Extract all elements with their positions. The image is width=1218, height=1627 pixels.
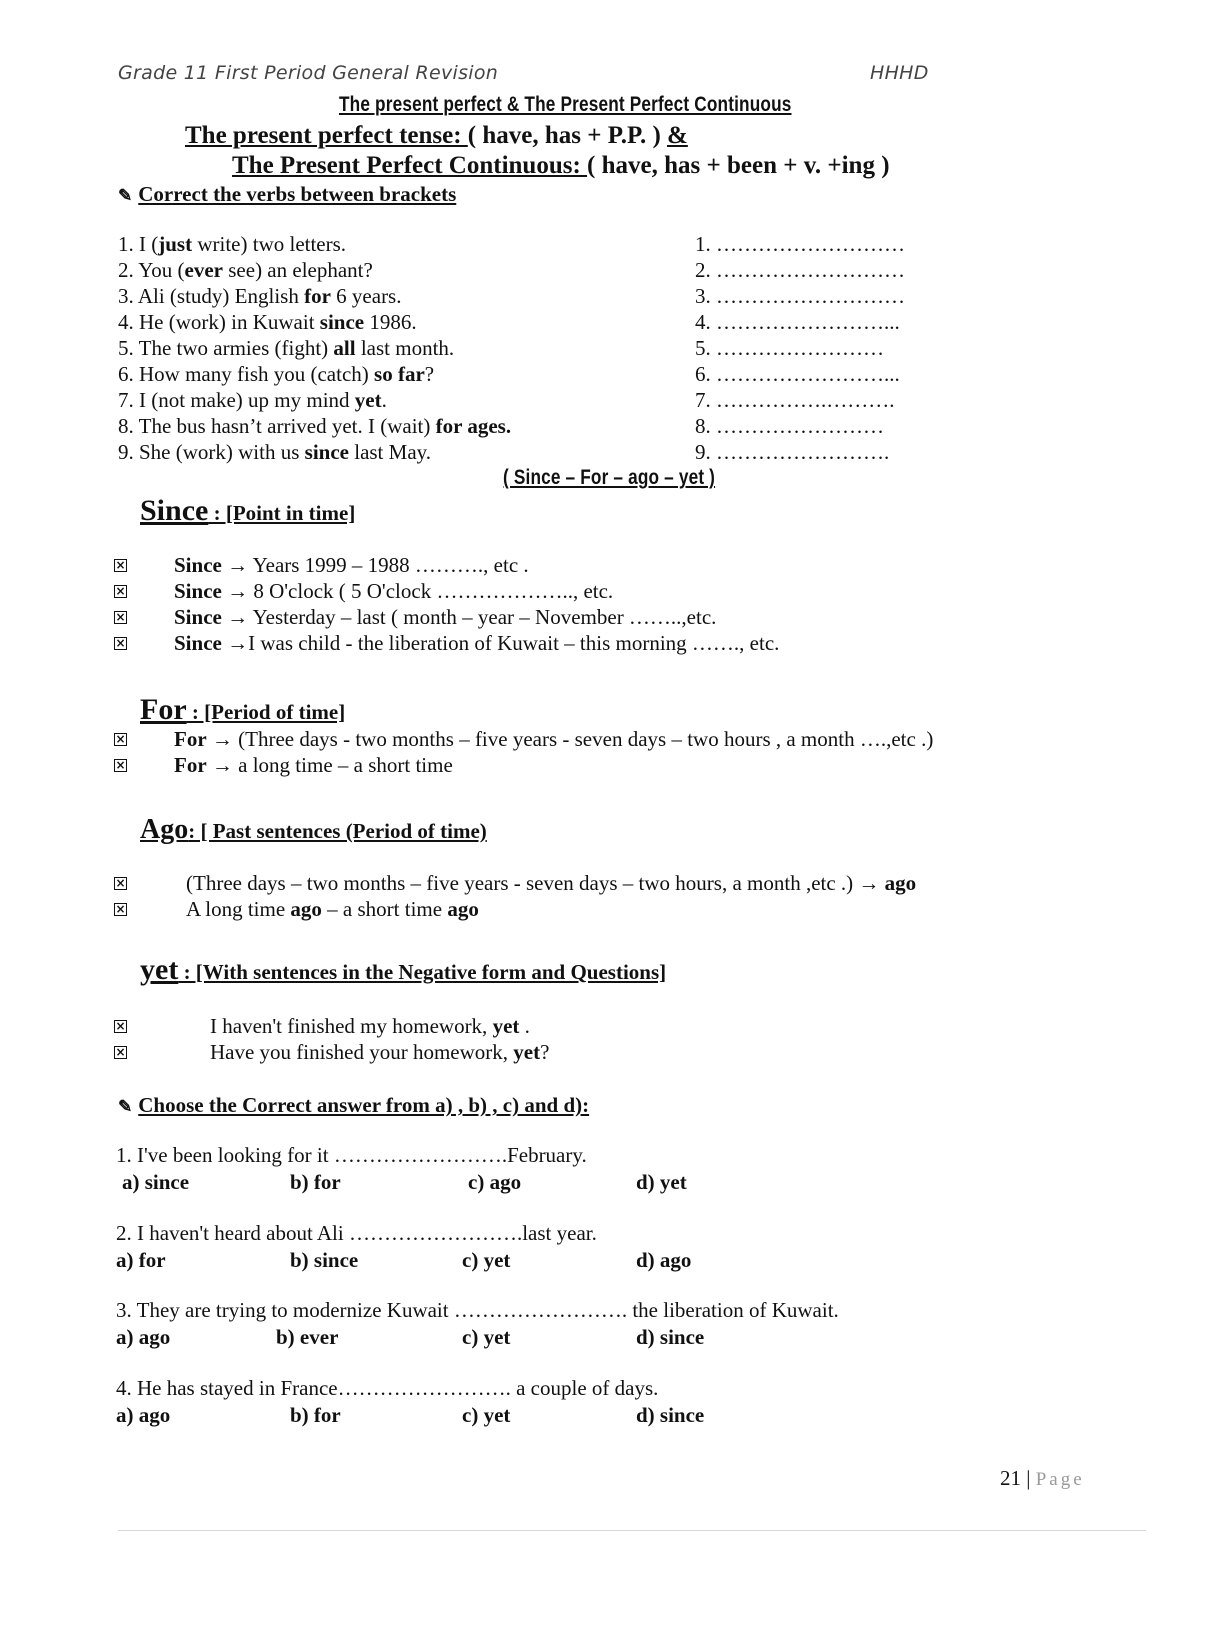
yet-line-1: I haven't finished my homework, yet . xyxy=(210,1014,530,1038)
option-d[interactable]: d) since xyxy=(636,1403,705,1427)
option-b[interactable]: b) ever xyxy=(276,1325,339,1349)
exercise2-instruction: ✎ Choose the Correct answer from a) , b) , c) and d): xyxy=(118,1093,590,1117)
for-word: For xyxy=(140,693,187,726)
for-heading xyxy=(140,693,345,727)
pen-icon: ✎ xyxy=(118,1097,133,1116)
ago-desc: : [ Past sentences (Period of time) xyxy=(188,819,487,843)
ppc-formula: ( have, has + been + v. +ing ) xyxy=(587,152,890,179)
exercise1-item: 9. She (work) with us since last May. xyxy=(118,440,432,464)
option-c[interactable]: c) yet xyxy=(462,1403,511,1427)
option-d[interactable]: d) since xyxy=(636,1325,705,1349)
answer-blank[interactable]: 5. …………………… xyxy=(695,336,884,360)
checkbox-icon: × xyxy=(115,732,126,746)
since-word: Since xyxy=(140,494,209,527)
for-line: For → (Three days - two months – five years - seven days – two hours , a month ….,etc .) xyxy=(174,727,934,751)
option-d[interactable]: d) yet xyxy=(636,1170,687,1194)
pp-amp: & xyxy=(667,122,688,149)
page-word: Page xyxy=(1035,1469,1085,1490)
checkbox-icon: × xyxy=(115,636,126,650)
checkbox-icon: × xyxy=(115,876,126,890)
header-initials: HHHD xyxy=(870,62,929,84)
exercise1-item: 6. How many fish you (catch) so far? xyxy=(118,362,435,386)
option-a[interactable]: a) ago xyxy=(116,1403,171,1427)
option-c[interactable]: c) yet xyxy=(462,1248,511,1272)
checkbox-icon: × xyxy=(115,1019,126,1033)
since-line: Since → 8 O'clock ( 5 O'clock ……………….., etc. xyxy=(174,579,614,603)
option-a[interactable]: a) ago xyxy=(116,1325,171,1349)
answer-blank[interactable]: 8. …………………… xyxy=(695,414,884,438)
question-text: 4. He has stayed in France……………………. a couple of days. xyxy=(116,1376,659,1400)
option-a[interactable]: a) since xyxy=(122,1170,190,1194)
exercise1-item: 2. You (ever see) an elephant? xyxy=(118,258,373,282)
present-perfect-continuous-title xyxy=(232,152,890,180)
pp-formula: ( have, has + P.P. ) xyxy=(467,122,668,149)
option-c[interactable]: c) yet xyxy=(462,1325,511,1349)
ago-word: Ago xyxy=(140,814,189,845)
ppc-label: The Present Perfect Continuous: xyxy=(232,152,588,179)
answer-blank[interactable]: 6. ……………………... xyxy=(695,362,900,386)
option-b[interactable]: b) since xyxy=(290,1248,359,1272)
checkbox-icon: × xyxy=(115,758,126,772)
question-text: 1. I've been looking for it …………………….February. xyxy=(116,1143,587,1167)
exercise1-item: 4. He (work) in Kuwait since 1986. xyxy=(118,310,417,334)
exercise1-item: 3. Ali (study) English for 6 years. xyxy=(118,284,402,308)
yet-word: yet xyxy=(140,953,179,986)
pp-label: The present perfect tense: xyxy=(185,122,468,149)
exercise1-item: 8. The bus hasn’t arrived yet. I (wait) for ages. xyxy=(118,414,512,438)
checkbox-icon: × xyxy=(115,610,126,624)
since-line: Since →I was child - the liberation of Kuwait – this morning ……., etc. xyxy=(174,631,780,655)
main-title: The present perfect & The Present Perfect Continuous xyxy=(339,93,792,116)
option-c[interactable]: c) ago xyxy=(468,1170,522,1194)
checkbox-icon: × xyxy=(115,584,126,598)
exercise1-instruction: ✎ Correct the verbs between brackets xyxy=(118,182,457,206)
ago-line-2: A long time ago – a short time ago xyxy=(186,897,479,921)
since-heading xyxy=(140,494,355,528)
question-text: 2. I haven't heard about Ali …………………….last year. xyxy=(116,1221,597,1245)
keywords-title: ( Since – For – ago – yet ) xyxy=(503,466,716,489)
answer-blank[interactable]: 7. …………….………. xyxy=(695,388,895,412)
yet-desc: : [With sentences in the Negative form and Questions] xyxy=(178,960,667,984)
ago-heading xyxy=(140,814,487,846)
page-footer xyxy=(1000,1466,1085,1491)
exercise1-item: 5. The two armies (fight) all last month. xyxy=(118,336,455,360)
option-b[interactable]: b) for xyxy=(290,1403,341,1427)
present-perfect-title xyxy=(185,122,688,150)
header-title: Grade 11 First Period General Revision xyxy=(118,62,499,84)
option-b[interactable]: b) for xyxy=(290,1170,341,1194)
answer-blank[interactable]: 3. ……………………… xyxy=(695,284,905,308)
checkbox-icon: × xyxy=(115,558,126,572)
page-separator: | xyxy=(1021,1466,1036,1490)
footer-divider xyxy=(118,1530,1146,1531)
yet-line-2: Have you finished your homework, yet? xyxy=(210,1040,550,1064)
page-number: 21 xyxy=(1000,1466,1021,1490)
answer-blank[interactable]: 4. ……………………... xyxy=(695,310,900,334)
for-desc: : [Period of time] xyxy=(186,700,346,724)
ago-line-1: (Three days – two months – five years - seven days – two hours, a month ,etc .) → ago xyxy=(186,871,917,895)
pen-icon: ✎ xyxy=(118,186,133,205)
answer-blank[interactable]: 9. ……………………. xyxy=(695,440,890,464)
since-line: Since → Years 1999 – 1988 ………., etc . xyxy=(174,553,529,577)
for-line: For → a long time – a short time xyxy=(174,753,453,777)
answer-blank[interactable]: 1. ……………………… xyxy=(695,232,905,256)
checkbox-icon: × xyxy=(115,1045,126,1059)
yet-heading xyxy=(140,953,666,987)
since-desc: : [Point in time] xyxy=(208,501,356,525)
since-line: Since → Yesterday – last ( month – year – November ……..,etc. xyxy=(174,605,717,629)
option-a[interactable]: a) for xyxy=(116,1248,166,1272)
exercise1-item: 7. I (not make) up my mind yet. xyxy=(118,388,387,412)
option-d[interactable]: d) ago xyxy=(636,1248,692,1272)
checkbox-icon: × xyxy=(115,902,126,916)
exercise1-item: 1. I (just write) two letters. xyxy=(118,232,347,256)
answer-blank[interactable]: 2. ……………………… xyxy=(695,258,905,282)
question-text: 3. They are trying to modernize Kuwait ……………………. the liberation of Kuwait. xyxy=(116,1298,839,1322)
